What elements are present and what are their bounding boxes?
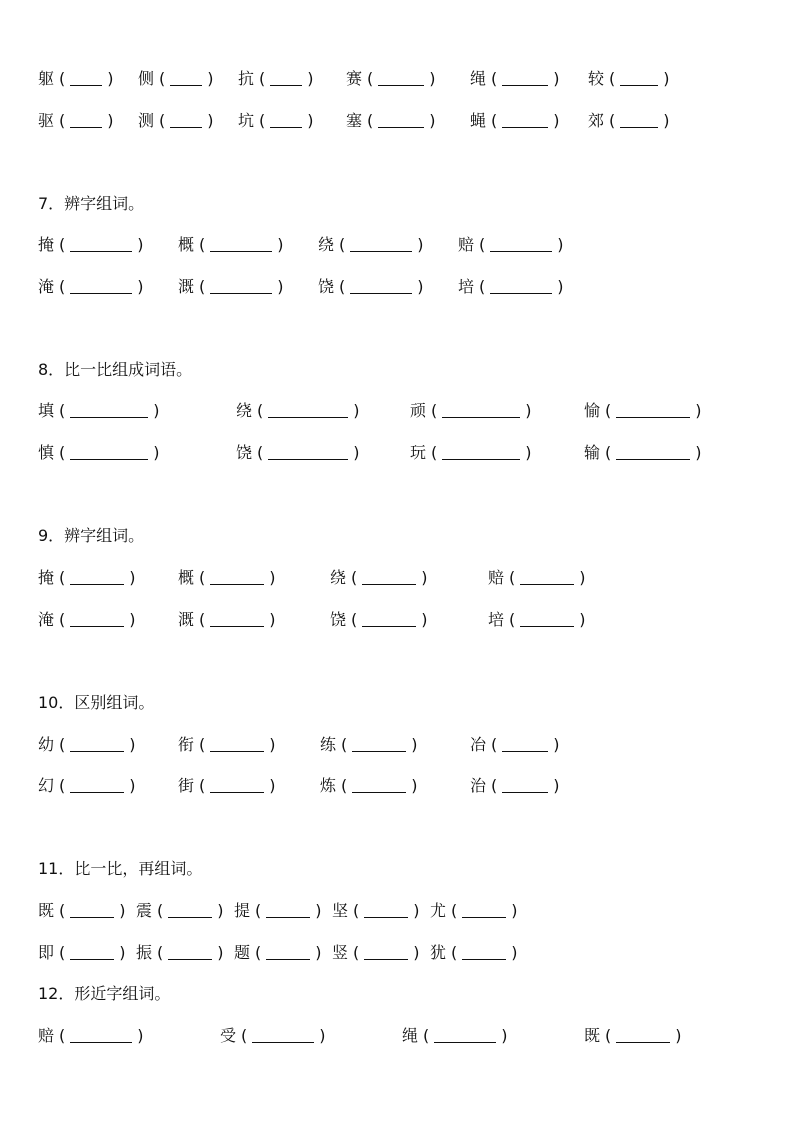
open-paren: (	[605, 1026, 612, 1045]
word-item	[470, 734, 565, 756]
character: 玩	[410, 443, 427, 462]
close-paren: )	[675, 1026, 682, 1045]
close-paren: )	[137, 277, 144, 296]
open-paren: (	[367, 69, 374, 88]
character: 概	[178, 235, 195, 254]
word-item	[458, 276, 569, 298]
answer-blank[interactable]	[70, 279, 132, 294]
open-paren: (	[59, 568, 66, 587]
character: 赛	[346, 69, 363, 88]
answer-blank[interactable]	[170, 113, 202, 128]
answer-blank[interactable]	[442, 445, 520, 460]
open-paren: (	[159, 111, 166, 130]
character: 受	[220, 1026, 237, 1045]
open-paren: (	[491, 735, 498, 754]
character: 绳	[402, 1026, 419, 1045]
character: 概	[178, 568, 195, 587]
character: 练	[320, 735, 337, 754]
character: 炼	[320, 776, 337, 795]
open-paren: (	[199, 277, 206, 296]
open-paren: (	[341, 776, 348, 795]
open-paren: (	[353, 901, 360, 920]
word-item	[38, 775, 141, 797]
answer-blank[interactable]	[378, 71, 424, 86]
word-item	[332, 900, 425, 922]
close-paren: )	[411, 776, 418, 795]
open-paren: (	[479, 235, 486, 254]
answer-blank[interactable]	[502, 113, 548, 128]
answer-blank[interactable]	[70, 1028, 132, 1043]
character: 抗	[238, 69, 255, 88]
open-paren: (	[159, 69, 166, 88]
close-paren: )	[129, 776, 136, 795]
word-item	[330, 609, 433, 631]
character: 愉	[584, 401, 601, 420]
character: 侧	[138, 69, 155, 88]
word-item	[136, 942, 229, 964]
close-paren: )	[269, 735, 276, 754]
close-paren: )	[413, 901, 420, 920]
open-paren: (	[353, 943, 360, 962]
close-paren: )	[501, 1026, 508, 1045]
answer-blank[interactable]	[502, 737, 548, 752]
character: 赔	[488, 568, 505, 587]
open-paren: (	[259, 69, 266, 88]
close-paren: )	[553, 735, 560, 754]
open-paren: (	[59, 443, 66, 462]
character: 输	[584, 443, 601, 462]
character: 既	[38, 901, 55, 920]
open-paren: (	[431, 443, 438, 462]
close-paren: )	[217, 901, 224, 920]
answer-blank[interactable]	[70, 945, 114, 960]
answer-blank[interactable]	[266, 903, 310, 918]
close-paren: )	[421, 568, 428, 587]
character: 绕	[330, 568, 347, 587]
close-paren: )	[315, 943, 322, 962]
character: 饶	[236, 443, 253, 462]
answer-blank[interactable]	[268, 403, 348, 418]
close-paren: )	[429, 69, 436, 88]
word-item	[584, 1025, 687, 1047]
close-paren: )	[269, 776, 276, 795]
answer-blank[interactable]	[362, 570, 416, 585]
character: 街	[178, 776, 195, 795]
answer-blank[interactable]	[270, 71, 302, 86]
character: 测	[138, 111, 155, 130]
character: 郊	[588, 111, 605, 130]
open-paren: (	[351, 568, 358, 587]
open-paren: (	[59, 776, 66, 795]
close-paren: )	[579, 568, 586, 587]
close-paren: )	[663, 69, 670, 88]
answer-blank[interactable]	[70, 903, 114, 918]
close-paren: )	[137, 235, 144, 254]
close-paren: )	[217, 943, 224, 962]
open-paren: (	[339, 235, 346, 254]
answer-blank[interactable]	[210, 612, 264, 627]
answer-blank[interactable]	[210, 778, 264, 793]
open-paren: (	[609, 111, 616, 130]
open-paren: (	[423, 1026, 430, 1045]
answer-blank[interactable]	[252, 1028, 314, 1043]
open-paren: (	[451, 901, 458, 920]
close-paren: )	[511, 943, 518, 962]
close-paren: )	[511, 901, 518, 920]
answer-blank[interactable]	[270, 113, 302, 128]
character: 提	[234, 901, 251, 920]
character: 幼	[38, 735, 55, 754]
close-paren: )	[269, 610, 276, 629]
character: 绕	[318, 235, 335, 254]
answer-blank[interactable]	[434, 1028, 496, 1043]
character: 慎	[38, 443, 55, 462]
answer-blank[interactable]	[168, 945, 212, 960]
close-paren: )	[315, 901, 322, 920]
word-item	[458, 234, 569, 256]
word-item	[178, 609, 281, 631]
character: 蝇	[470, 111, 487, 130]
answer-blank[interactable]	[490, 237, 552, 252]
answer-blank[interactable]	[210, 570, 264, 585]
character: 坑	[238, 111, 255, 130]
word-item	[588, 110, 675, 132]
answer-blank[interactable]	[502, 71, 548, 86]
word-item	[584, 442, 707, 464]
close-paren: )	[417, 235, 424, 254]
open-paren: (	[367, 111, 374, 130]
word-item	[330, 567, 433, 589]
open-paren: (	[199, 735, 206, 754]
open-paren: (	[605, 443, 612, 462]
answer-blank[interactable]	[350, 237, 412, 252]
open-paren: (	[255, 943, 262, 962]
answer-blank[interactable]	[616, 1028, 670, 1043]
character: 赔	[458, 235, 475, 254]
word-item	[402, 1025, 513, 1047]
word-item	[588, 68, 675, 90]
answer-blank[interactable]	[462, 903, 506, 918]
answer-blank[interactable]	[70, 778, 124, 793]
close-paren: )	[429, 111, 436, 130]
answer-blank[interactable]	[70, 445, 148, 460]
answer-blank[interactable]	[70, 113, 102, 128]
word-item	[332, 942, 425, 964]
character: 坚	[332, 901, 349, 920]
word-item	[38, 400, 165, 422]
character: 较	[588, 69, 605, 88]
word-item	[136, 900, 229, 922]
character: 绳	[470, 69, 487, 88]
word-item	[410, 442, 537, 464]
close-paren: )	[137, 1026, 144, 1045]
close-paren: )	[207, 111, 214, 130]
character: 竖	[332, 943, 349, 962]
word-item	[318, 234, 429, 256]
close-paren: )	[525, 443, 532, 462]
character: 淹	[38, 277, 55, 296]
word-item	[320, 775, 423, 797]
word-item	[178, 734, 281, 756]
open-paren: (	[199, 610, 206, 629]
word-item	[238, 110, 319, 132]
answer-blank[interactable]	[70, 237, 132, 252]
character: 即	[38, 943, 55, 962]
open-paren: (	[59, 1026, 66, 1045]
answer-blank[interactable]	[170, 71, 202, 86]
word-item	[346, 68, 441, 90]
open-paren: (	[509, 610, 516, 629]
word-item	[410, 400, 537, 422]
answer-blank[interactable]	[616, 445, 690, 460]
character: 饶	[330, 610, 347, 629]
close-paren: )	[525, 401, 532, 420]
answer-blank[interactable]	[520, 570, 574, 585]
word-item	[38, 110, 119, 132]
word-item	[430, 900, 523, 922]
character: 驱	[38, 111, 55, 130]
open-paren: (	[199, 776, 206, 795]
answer-blank[interactable]	[210, 737, 264, 752]
close-paren: )	[129, 568, 136, 587]
word-item	[38, 442, 165, 464]
word-item	[234, 942, 327, 964]
character: 淹	[38, 610, 55, 629]
open-paren: (	[59, 610, 66, 629]
close-paren: )	[579, 610, 586, 629]
open-paren: (	[257, 443, 264, 462]
word-item	[584, 400, 707, 422]
answer-blank[interactable]	[210, 279, 272, 294]
word-item	[38, 276, 149, 298]
answer-blank[interactable]	[620, 113, 658, 128]
answer-blank[interactable]	[352, 737, 406, 752]
question-heading: 10．区别组词。	[38, 693, 155, 712]
open-paren: (	[199, 568, 206, 587]
answer-blank[interactable]	[70, 612, 124, 627]
close-paren: )	[307, 69, 314, 88]
word-item	[178, 567, 281, 589]
character: 培	[458, 277, 475, 296]
open-paren: (	[259, 111, 266, 130]
open-paren: (	[59, 943, 66, 962]
answer-blank[interactable]	[70, 71, 102, 86]
word-item	[138, 110, 219, 132]
character: 振	[136, 943, 153, 962]
answer-blank[interactable]	[620, 71, 658, 86]
character: 衔	[178, 735, 195, 754]
answer-blank[interactable]	[490, 279, 552, 294]
question-heading: 7．辨字组词。	[38, 194, 145, 213]
word-item	[38, 900, 131, 922]
character: 掩	[38, 235, 55, 254]
word-item	[38, 609, 141, 631]
open-paren: (	[351, 610, 358, 629]
open-paren: (	[59, 901, 66, 920]
word-item	[470, 110, 565, 132]
word-item	[236, 442, 365, 464]
word-item	[488, 609, 591, 631]
close-paren: )	[107, 111, 114, 130]
character: 赔	[38, 1026, 55, 1045]
word-item	[178, 775, 281, 797]
open-paren: (	[341, 735, 348, 754]
word-item	[470, 775, 565, 797]
character: 既	[584, 1026, 601, 1045]
character: 幻	[38, 776, 55, 795]
open-paren: (	[479, 277, 486, 296]
close-paren: )	[553, 776, 560, 795]
character: 震	[136, 901, 153, 920]
close-paren: )	[129, 610, 136, 629]
open-paren: (	[199, 235, 206, 254]
open-paren: (	[491, 776, 498, 795]
close-paren: )	[119, 901, 126, 920]
answer-blank[interactable]	[520, 612, 574, 627]
close-paren: )	[353, 443, 360, 462]
character: 冶	[470, 735, 487, 754]
word-item	[220, 1025, 331, 1047]
word-item	[38, 68, 119, 90]
word-item	[318, 276, 429, 298]
answer-blank[interactable]	[352, 778, 406, 793]
word-item	[38, 567, 141, 589]
question-heading: 11．比一比，再组词。	[38, 859, 203, 878]
answer-blank[interactable]	[442, 403, 520, 418]
close-paren: )	[307, 111, 314, 130]
close-paren: )	[557, 277, 564, 296]
word-item	[234, 900, 327, 922]
answer-blank[interactable]	[462, 945, 506, 960]
open-paren: (	[431, 401, 438, 420]
close-paren: )	[277, 235, 284, 254]
character: 题	[234, 943, 251, 962]
character: 塞	[346, 111, 363, 130]
character: 培	[488, 610, 505, 629]
question-heading: 12．形近字组词。	[38, 984, 171, 1003]
character: 填	[38, 401, 55, 420]
word-item	[38, 942, 131, 964]
open-paren: (	[451, 943, 458, 962]
close-paren: )	[153, 401, 160, 420]
word-item	[238, 68, 319, 90]
close-paren: )	[277, 277, 284, 296]
character: 顽	[410, 401, 427, 420]
open-paren: (	[241, 1026, 248, 1045]
open-paren: (	[157, 901, 164, 920]
close-paren: )	[557, 235, 564, 254]
open-paren: (	[59, 111, 66, 130]
answer-blank[interactable]	[364, 945, 408, 960]
character: 饶	[318, 277, 335, 296]
close-paren: )	[663, 111, 670, 130]
question-heading: 9．辨字组词。	[38, 526, 145, 545]
close-paren: )	[695, 443, 702, 462]
close-paren: )	[119, 943, 126, 962]
answer-blank[interactable]	[502, 778, 548, 793]
open-paren: (	[609, 69, 616, 88]
answer-blank[interactable]	[378, 113, 424, 128]
answer-blank[interactable]	[210, 237, 272, 252]
word-item	[430, 942, 523, 964]
character: 治	[470, 776, 487, 795]
word-item	[138, 68, 219, 90]
open-paren: (	[257, 401, 264, 420]
close-paren: )	[129, 735, 136, 754]
close-paren: )	[553, 69, 560, 88]
answer-blank[interactable]	[70, 737, 124, 752]
word-item	[320, 734, 423, 756]
close-paren: )	[695, 401, 702, 420]
close-paren: )	[411, 735, 418, 754]
open-paren: (	[59, 235, 66, 254]
open-paren: (	[491, 69, 498, 88]
answer-blank[interactable]	[266, 945, 310, 960]
answer-blank[interactable]	[168, 903, 212, 918]
open-paren: (	[509, 568, 516, 587]
close-paren: )	[553, 111, 560, 130]
character: 尤	[430, 901, 447, 920]
character: 掩	[38, 568, 55, 587]
open-paren: (	[605, 401, 612, 420]
character: 犹	[430, 943, 447, 962]
word-item	[236, 400, 365, 422]
open-paren: (	[255, 901, 262, 920]
character: 溉	[178, 610, 195, 629]
word-item	[470, 68, 565, 90]
open-paren: (	[59, 401, 66, 420]
character: 溉	[178, 277, 195, 296]
open-paren: (	[59, 735, 66, 754]
open-paren: (	[157, 943, 164, 962]
close-paren: )	[107, 69, 114, 88]
close-paren: )	[269, 568, 276, 587]
word-item	[178, 234, 289, 256]
question-heading: 8．比一比组成词语。	[38, 360, 193, 379]
close-paren: )	[417, 277, 424, 296]
open-paren: (	[59, 277, 66, 296]
character: 躯	[38, 69, 55, 88]
word-item	[38, 1025, 149, 1047]
word-item	[178, 276, 289, 298]
answer-blank[interactable]	[616, 403, 690, 418]
word-item	[346, 110, 441, 132]
word-item	[38, 234, 149, 256]
word-item	[38, 734, 141, 756]
answer-blank[interactable]	[268, 445, 348, 460]
answer-blank[interactable]	[70, 570, 124, 585]
close-paren: )	[207, 69, 214, 88]
close-paren: )	[153, 443, 160, 462]
close-paren: )	[413, 943, 420, 962]
close-paren: )	[353, 401, 360, 420]
answer-blank[interactable]	[362, 612, 416, 627]
close-paren: )	[421, 610, 428, 629]
open-paren: (	[339, 277, 346, 296]
open-paren: (	[59, 69, 66, 88]
close-paren: )	[319, 1026, 326, 1045]
word-item	[488, 567, 591, 589]
open-paren: (	[491, 111, 498, 130]
answer-blank[interactable]	[350, 279, 412, 294]
answer-blank[interactable]	[364, 903, 408, 918]
answer-blank[interactable]	[70, 403, 148, 418]
character: 绕	[236, 401, 253, 420]
